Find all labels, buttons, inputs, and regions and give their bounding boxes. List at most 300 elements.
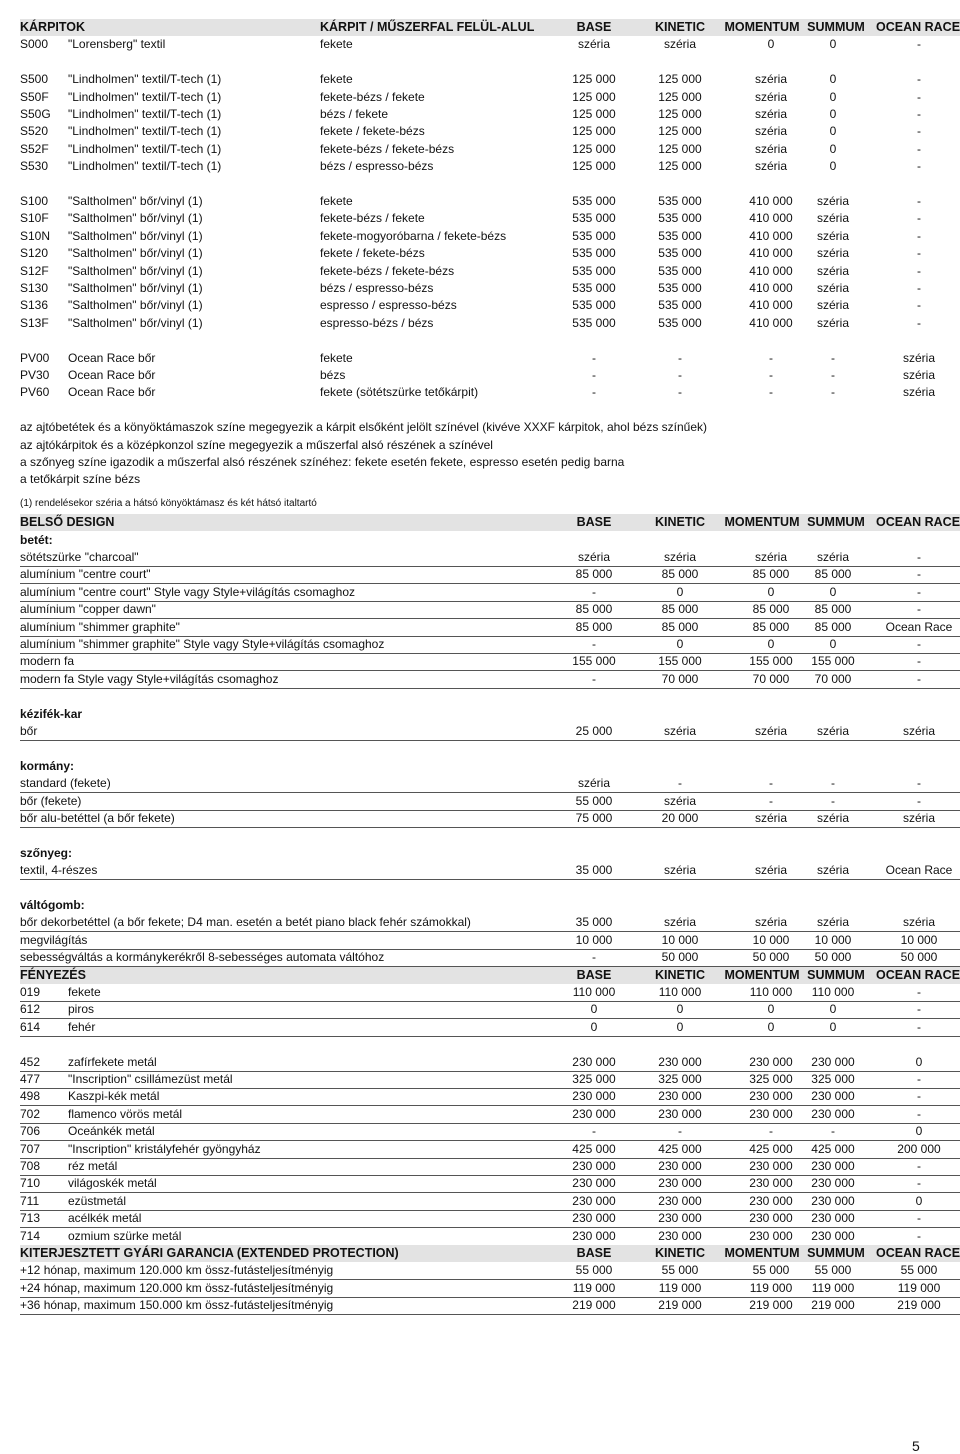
value-cell: 0 [767, 584, 775, 599]
value-cell: széria [816, 863, 849, 878]
value-cell: 0 [767, 1002, 775, 1017]
value-cell: 230 000 [658, 1193, 702, 1208]
design-row [20, 810, 960, 828]
paint-code: 498 [20, 1089, 41, 1104]
value-cell: - [678, 350, 682, 365]
value-cell: 50 000 [900, 950, 938, 965]
value-cell: széria [816, 724, 849, 738]
value-cell: széria [816, 211, 849, 226]
value-cell: 230 000 [811, 1106, 855, 1121]
value-cell: 535 000 [572, 298, 616, 313]
value-cell: - [917, 602, 921, 617]
value-cell: - [917, 637, 921, 651]
warranty-label: +24 hónap, maximum 120.000 km össz-futásteljesítményig [20, 1280, 334, 1295]
upholstery-color: fekete-bézs / fekete [320, 211, 425, 226]
value-cell: 55 000 [752, 1263, 790, 1278]
upholstery-code: S000 [20, 37, 49, 52]
upholstery-code: S530 [20, 159, 49, 174]
note-line [20, 454, 960, 471]
warranty-label: +12 hónap, maximum 120.000 km össz-futásteljesítményig [20, 1263, 334, 1278]
value-cell: 10 000 [575, 932, 613, 947]
design-row [20, 775, 960, 793]
value-cell: széria [663, 550, 696, 564]
upholstery-color: fekete / fekete-bézs [320, 246, 425, 261]
value-cell: széria [577, 37, 610, 52]
value-cell: - [917, 72, 921, 87]
value-cell: 535 000 [572, 228, 616, 243]
paint-name: zafírfekete metál [68, 1054, 157, 1069]
value-cell: széria [816, 194, 849, 208]
paint-name: "Inscription" csillámezüst metál [68, 1072, 233, 1086]
design-label: megvilágítás [20, 932, 88, 947]
value-cell: - [917, 298, 921, 313]
paint-row [20, 1088, 960, 1106]
value-cell: 0 [676, 1019, 684, 1034]
section-header [20, 1245, 960, 1262]
value-cell: 535 000 [658, 298, 702, 313]
value-cell: - [917, 246, 921, 261]
value-cell: széria [902, 350, 935, 365]
value-cell: 125 000 [572, 89, 616, 104]
subsection-title [20, 758, 960, 775]
value-cell: - [917, 89, 921, 104]
value-cell: 535 000 [658, 246, 702, 261]
value-cell: 10 000 [752, 932, 790, 947]
value-cell: széria [754, 72, 787, 87]
upholstery-row [20, 228, 960, 245]
value-cell: 535 000 [658, 315, 702, 330]
upholstery-row [20, 193, 960, 210]
value-cell: széria [577, 776, 610, 791]
upholstery-color: fekete [320, 194, 353, 208]
value-cell: 230 000 [572, 1159, 616, 1173]
value-cell: 0 [915, 1193, 923, 1208]
paint-name: fehér [68, 1019, 96, 1034]
value-cell: 219 000 [811, 1298, 855, 1313]
value-cell: 410 000 [749, 263, 793, 278]
upholstery-row [20, 280, 960, 297]
header-col: MOMENTUM [724, 515, 800, 530]
header-col: BASE [576, 967, 612, 982]
value-cell: 0 [829, 637, 837, 651]
upholstery-color: bézs [320, 368, 346, 382]
upholstery-name: Ocean Race bőr [68, 385, 156, 400]
value-cell: 0 [590, 1019, 598, 1034]
value-cell: széria [902, 368, 935, 382]
paint-row [20, 1123, 960, 1141]
paint-code: 710 [20, 1176, 41, 1191]
paint-row [20, 1071, 960, 1089]
value-cell: 0 [829, 141, 837, 156]
design-label: sötétszürke "charcoal" [20, 550, 139, 564]
design-label: bőr dekorbetéttel (a bőr fekete; D4 man. esetén a betét piano black fehér számokkal) [20, 915, 471, 930]
value-cell: széria [816, 298, 849, 313]
value-cell: 85 000 [814, 567, 852, 582]
footnote [20, 495, 960, 512]
upholstery-name: "Lindholmen" textil/T-tech (1) [68, 89, 222, 104]
value-cell: 410 000 [749, 211, 793, 226]
value-cell: - [917, 107, 921, 121]
value-cell: 230 000 [749, 1176, 793, 1191]
value-cell: - [917, 1002, 921, 1017]
value-cell: széria [663, 863, 696, 878]
header-col: OCEAN RACE [876, 1246, 960, 1260]
upholstery-color: fekete-bézs / fekete [320, 89, 425, 104]
value-cell: 0 [676, 1002, 684, 1017]
value-cell: 155 000 [572, 654, 616, 669]
upholstery-name: Ocean Race bőr [68, 368, 156, 382]
upholstery-code: S500 [20, 72, 49, 87]
value-cell: - [917, 211, 921, 226]
header-col: SUMMUM [807, 1246, 865, 1260]
value-cell: széria [816, 915, 849, 930]
value-cell: - [917, 1019, 921, 1034]
value-cell: széria [816, 263, 849, 278]
value-cell: széria [754, 141, 787, 156]
subsection-label: kézifék-kar [20, 706, 83, 721]
value-cell: - [592, 1124, 596, 1139]
value-cell: 0 [829, 72, 837, 87]
value-cell: 0 [829, 1002, 837, 1017]
value-cell: 0 [829, 159, 837, 174]
value-cell: 35 000 [575, 915, 613, 930]
upholstery-color: fekete (sötétszürke tetőkárpit) [320, 385, 479, 400]
value-cell: 230 000 [749, 1193, 793, 1208]
header-subtitle: KÁRPIT / MŰSZERFAL FELÜL-ALUL [320, 20, 535, 34]
value-cell: - [769, 350, 773, 365]
value-cell: 0 [829, 124, 837, 139]
value-cell: 155 000 [658, 654, 702, 669]
design-label: alumínium "shimmer graphite" Style vagy Style+világítás csomaghoz [20, 637, 385, 651]
upholstery-row [20, 158, 960, 175]
value-cell: széria [816, 246, 849, 261]
value-cell: 230 000 [749, 1089, 793, 1104]
value-cell: - [769, 385, 773, 400]
upholstery-row [20, 263, 960, 280]
paint-name: Kaszpi-kék metál [68, 1089, 160, 1104]
footnote-text: (1) rendelésekor széria a hátsó könyöktámasz és két hátsó italtartó [20, 497, 317, 509]
value-cell: Ocean Race [885, 863, 953, 878]
upholstery-row [20, 71, 960, 88]
value-cell: - [917, 584, 921, 599]
value-cell: - [678, 385, 682, 400]
value-cell: Ocean Race [885, 619, 953, 634]
upholstery-code: PV60 [20, 385, 50, 400]
value-cell: - [917, 194, 921, 208]
design-row [20, 584, 960, 602]
subsection-label: kormány: [20, 758, 75, 773]
value-cell: 230 000 [572, 1176, 616, 1191]
design-label: alumínium "shimmer graphite" [20, 619, 180, 634]
value-cell: 50 000 [814, 950, 852, 965]
value-cell: 10 000 [814, 932, 852, 947]
upholstery-code: S120 [20, 246, 49, 261]
design-label: modern fa [20, 654, 75, 669]
value-cell: 230 000 [572, 1228, 616, 1243]
value-cell: 55 000 [575, 1263, 613, 1278]
value-cell: 230 000 [749, 1054, 793, 1069]
value-cell: 35 000 [575, 863, 613, 878]
upholstery-name: "Lindholmen" textil/T-tech (1) [68, 107, 222, 121]
value-cell: 219 000 [658, 1298, 702, 1313]
value-cell: 325 000 [749, 1072, 793, 1086]
value-cell: 535 000 [658, 211, 702, 226]
header-col: SUMMUM [807, 967, 865, 982]
subsection-label: betét: [20, 532, 53, 547]
value-cell: 230 000 [572, 1054, 616, 1069]
paint-name: ezüstmetál [68, 1193, 127, 1208]
value-cell: 325 000 [572, 1072, 616, 1086]
upholstery-name: "Saltholmen" bőr/vinyl (1) [68, 315, 203, 330]
paint-row [20, 1228, 960, 1246]
value-cell: 535 000 [572, 281, 616, 295]
value-cell: széria [663, 724, 696, 738]
header-col: SUMMUM [807, 20, 865, 34]
design-row [20, 914, 960, 932]
value-cell: 119 000 [749, 1280, 793, 1295]
value-cell: 535 000 [572, 211, 616, 226]
upholstery-row [20, 367, 960, 384]
header-col: BASE [576, 515, 612, 530]
section-header [20, 19, 960, 36]
paint-code: 706 [20, 1124, 41, 1139]
value-cell: széria [754, 124, 787, 139]
value-cell: 85 000 [575, 567, 613, 582]
note-text: az ajtóbetétek és a könyöktámaszok színe megegyezik a kárpit elsőként jelölt színével (kivéve XXXF kárpitok, ahol bézs színűek) [20, 420, 707, 435]
value-cell: széria [816, 550, 849, 564]
upholstery-code: S10N [20, 228, 51, 243]
value-cell: 85 000 [752, 602, 790, 617]
warranty-row [20, 1262, 960, 1280]
value-cell: - [917, 37, 921, 52]
value-cell: 110 000 [749, 985, 793, 999]
value-cell: 219 000 [572, 1298, 616, 1313]
value-cell: 0 [829, 584, 837, 599]
header-title: BELSŐ DESIGN [20, 515, 115, 530]
paint-code: 452 [20, 1054, 41, 1069]
upholstery-row [20, 123, 960, 140]
upholstery-name: "Saltholmen" bőr/vinyl (1) [68, 246, 203, 261]
note-text: a szőnyeg színe igazodik a műszerfal alsó részének színéhez: fekete esetén fekete, espresso esetén pedig barna [20, 455, 625, 469]
value-cell: 230 000 [749, 1211, 793, 1226]
value-cell: - [831, 793, 835, 808]
header-col: MOMENTUM [724, 20, 800, 34]
page-number: 5 [912, 1438, 920, 1454]
design-row [20, 549, 960, 567]
paint-row [20, 1175, 960, 1193]
header-title: FÉNYEZÉS [20, 967, 86, 982]
value-cell: 50 000 [661, 950, 699, 965]
value-cell: 119 000 [811, 1280, 855, 1295]
value-cell: 230 000 [658, 1211, 702, 1226]
paint-name: acélkék metál [68, 1211, 142, 1226]
upholstery-color: fekete [320, 72, 353, 87]
value-cell: - [769, 793, 773, 808]
value-cell: 230 000 [658, 1176, 702, 1191]
value-cell: 535 000 [572, 263, 616, 278]
value-cell: 410 000 [749, 228, 793, 243]
paint-name: ozmium szürke metál [68, 1228, 182, 1243]
design-label: alumínium "centre court" Style vagy Style+világítás csomaghoz [20, 584, 356, 599]
value-cell: széria [754, 811, 787, 825]
value-cell: - [917, 776, 921, 791]
value-cell: 0 [676, 637, 684, 651]
value-cell: 535 000 [658, 194, 702, 208]
header-col: MOMENTUM [724, 967, 800, 982]
value-cell: - [917, 985, 921, 999]
value-cell: 410 000 [749, 281, 793, 295]
value-cell: - [917, 1106, 921, 1121]
value-cell: 85 000 [661, 567, 699, 582]
upholstery-code: PV00 [20, 350, 50, 365]
value-cell: - [917, 654, 921, 669]
upholstery-name: "Lorensberg" textil [68, 37, 166, 52]
paint-row [20, 1158, 960, 1176]
value-cell: 230 000 [749, 1106, 793, 1121]
value-cell: 70 000 [752, 671, 790, 686]
note-text: a tetőkárpit színe bézs [20, 472, 141, 487]
value-cell: - [917, 315, 921, 330]
value-cell: 125 000 [572, 124, 616, 139]
value-cell: - [592, 950, 596, 965]
upholstery-color: fekete [320, 350, 353, 365]
upholstery-row [20, 210, 960, 227]
value-cell: - [917, 793, 921, 808]
value-cell: 85 000 [575, 602, 613, 617]
design-row [20, 636, 960, 654]
upholstery-row [20, 297, 960, 314]
note-text: az ajtókárpitok és a középkonzol színe megegyezik a műszerfal alsó részének a színével [20, 437, 493, 452]
value-cell: 0 [829, 107, 837, 121]
value-cell: 230 000 [658, 1054, 702, 1069]
paint-row [20, 1001, 960, 1019]
upholstery-color: fekete [320, 37, 353, 52]
header-col: SUMMUM [807, 515, 865, 530]
upholstery-name: "Lindholmen" textil/T-tech (1) [68, 141, 222, 156]
value-cell: - [592, 671, 596, 686]
header-col: BASE [576, 1246, 612, 1260]
value-cell: 125 000 [572, 107, 616, 121]
value-cell: 230 000 [572, 1106, 616, 1121]
value-cell: 230 000 [811, 1054, 855, 1069]
upholstery-color: bézs / espresso-bézs [320, 159, 434, 174]
paint-row [20, 1193, 960, 1211]
upholstery-color: fekete-bézs / fekete-bézs [320, 263, 455, 278]
note-line [20, 471, 960, 488]
upholstery-code: S130 [20, 281, 49, 295]
value-cell: 0 [767, 1019, 775, 1034]
paint-name: flamenco vörös metál [68, 1106, 183, 1121]
value-cell: 110 000 [811, 985, 855, 999]
value-cell: 0 [767, 637, 775, 651]
upholstery-code: S13F [20, 315, 49, 330]
paint-code: 708 [20, 1159, 41, 1173]
value-cell: 410 000 [749, 315, 793, 330]
value-cell: - [678, 776, 682, 791]
upholstery-row [20, 141, 960, 158]
value-cell: 85 000 [752, 567, 790, 582]
upholstery-color: espresso-bézs / bézs [320, 315, 434, 330]
value-cell: 85 000 [814, 619, 852, 634]
subsection-title [20, 532, 960, 549]
value-cell: - [917, 263, 921, 278]
upholstery-code: S520 [20, 124, 49, 139]
design-label: standard (fekete) [20, 776, 111, 791]
value-cell: - [769, 776, 773, 791]
value-cell: 230 000 [658, 1089, 702, 1104]
value-cell: - [917, 1159, 921, 1173]
value-cell: 425 000 [811, 1141, 855, 1156]
note-line [20, 419, 960, 436]
value-cell: - [678, 368, 682, 382]
value-cell: 230 000 [658, 1106, 702, 1121]
upholstery-name: "Lindholmen" textil/T-tech (1) [68, 159, 222, 174]
value-cell: 155 000 [749, 654, 793, 669]
value-cell: 125 000 [572, 141, 616, 156]
value-cell: széria [663, 793, 696, 808]
design-row [20, 862, 960, 880]
value-cell: 0 [915, 1054, 923, 1069]
value-cell: - [769, 368, 773, 382]
upholstery-code: S136 [20, 298, 49, 313]
design-row [20, 566, 960, 584]
value-cell: széria [902, 385, 935, 400]
value-cell: - [917, 1211, 921, 1226]
upholstery-name: Ocean Race bőr [68, 350, 156, 365]
value-cell: 325 000 [658, 1072, 702, 1086]
design-label: bőr [20, 724, 38, 738]
value-cell: 55 000 [814, 1263, 852, 1278]
value-cell: 85 000 [661, 619, 699, 634]
design-row [20, 723, 960, 741]
value-cell: széria [816, 811, 849, 825]
value-cell: 25 000 [575, 724, 613, 738]
upholstery-code: S12F [20, 263, 49, 278]
section-header [20, 967, 960, 984]
paint-row [20, 1054, 960, 1072]
value-cell: 0 [590, 1002, 598, 1017]
warranty-row [20, 1297, 960, 1315]
subsection-title [20, 706, 960, 723]
value-cell: 230 000 [658, 1159, 702, 1173]
paint-row [20, 984, 960, 1002]
value-cell: 125 000 [658, 141, 702, 156]
value-cell: - [769, 1124, 773, 1139]
upholstery-row [20, 245, 960, 262]
value-cell: 10 000 [900, 932, 938, 947]
value-cell: - [678, 1124, 682, 1139]
value-cell: 0 [915, 1124, 923, 1139]
upholstery-row [20, 350, 960, 367]
upholstery-row [20, 384, 960, 401]
design-row [20, 932, 960, 950]
value-cell: - [917, 1176, 921, 1191]
upholstery-color: fekete-mogyoróbarna / fekete-bézs [320, 228, 507, 243]
design-label: sebességváltás a kormánykerékről 8-sebességes automata váltóhoz [20, 950, 385, 965]
design-row [20, 793, 960, 811]
design-label: textil, 4-részes [20, 863, 98, 878]
value-cell: - [592, 350, 596, 365]
design-label: bőr alu-betéttel (a bőr fekete) [20, 811, 175, 825]
upholstery-color: espresso / espresso-bézs [320, 298, 457, 313]
upholstery-name: "Saltholmen" bőr/vinyl (1) [68, 281, 203, 295]
value-cell: 425 000 [749, 1141, 793, 1156]
paint-code: 707 [20, 1141, 41, 1156]
value-cell: 155 000 [811, 654, 855, 669]
value-cell: széria [754, 159, 787, 174]
value-cell: széria [754, 89, 787, 104]
upholstery-code: S50F [20, 89, 49, 104]
